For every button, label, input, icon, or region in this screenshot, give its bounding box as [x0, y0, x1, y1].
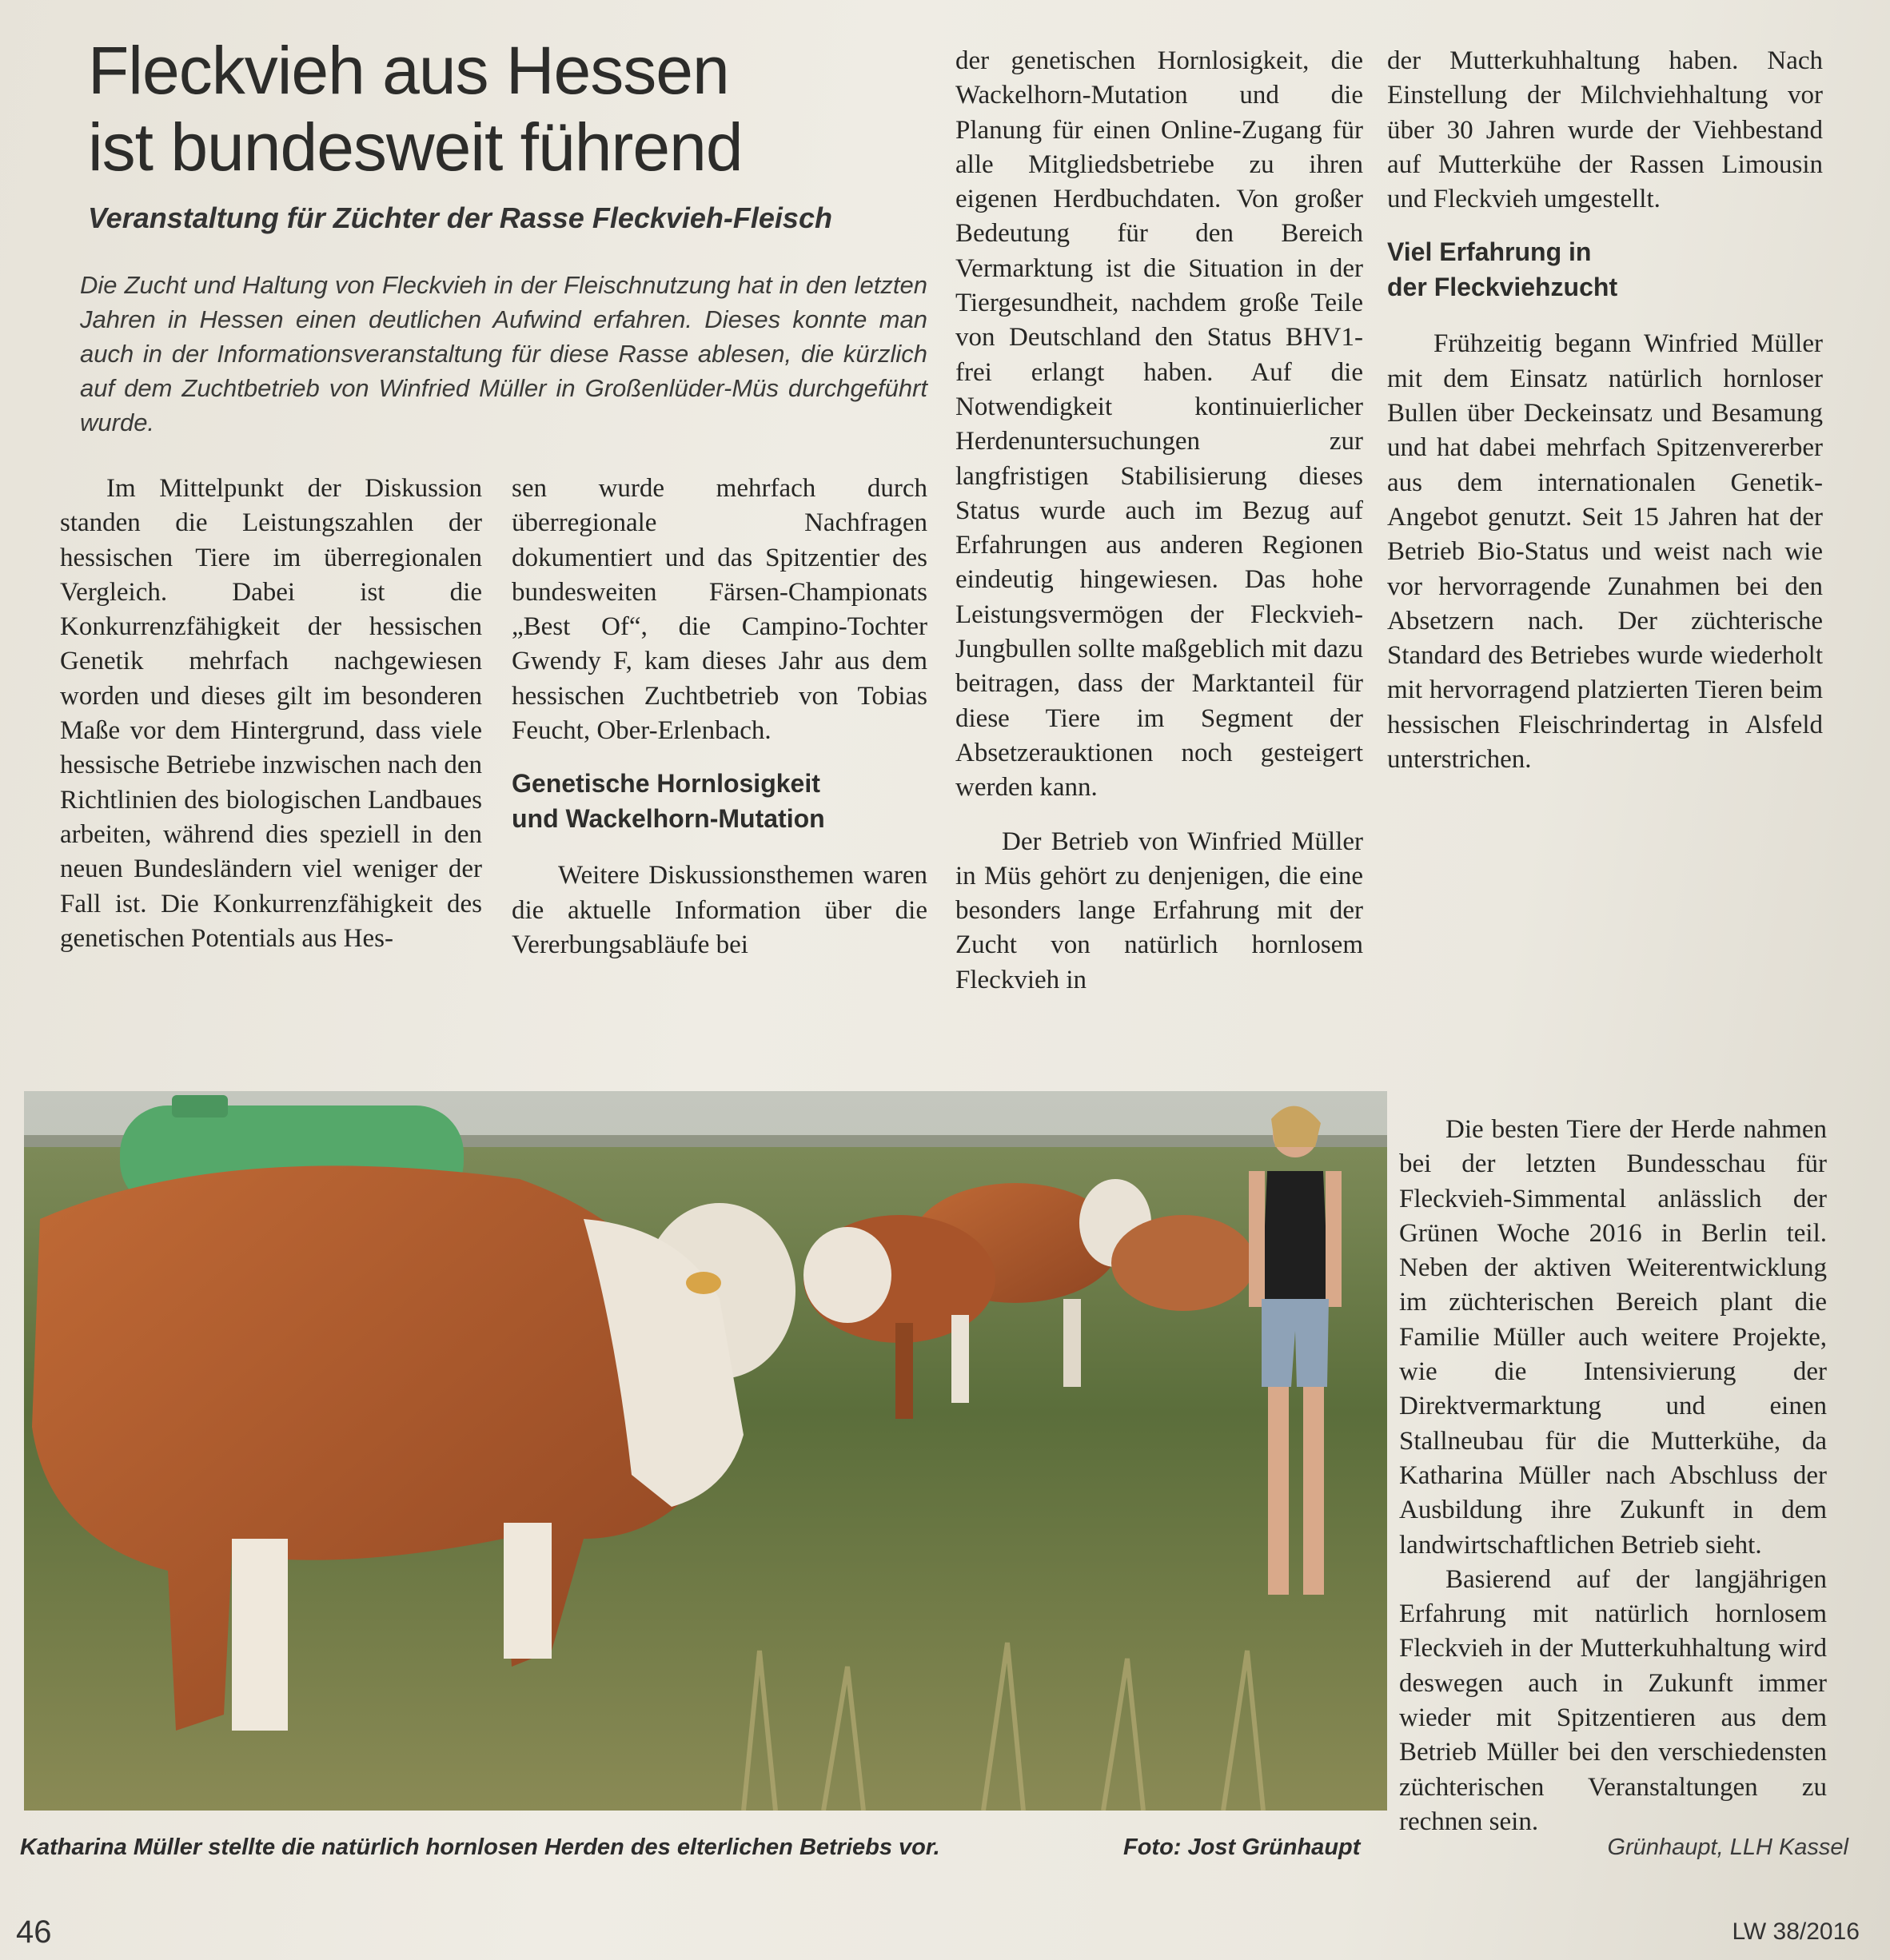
col3-paragraph: der genetischen Hornlosigkeit, die Wackelhorn-Mutation und die Planung für einen Online-Zugang für alle Mitgliedsbetriebe zu ihren eigenen Herdbuchdaten. Von großer Bedeutung für den Bereich Vermarktung ist die Situation in der Tiergesundheit, nachdem große Teile von Deutschland den Status BHV1-frei erlangt haben. Auf die Notwendigkeit kontinuierlicher Herdenuntersuchungen zur langfristigen Stabilisierung dieses Status wurde auch im Bezug auf Erfahrungen aus anderen Regionen eindeutig hingewiesen. Das hohe Leistungsvermögen der Fleckvieh-Jungbullen sollte maßgeblich mit dazu beitragen, dass der Marktanteil für diese Tiere im Segment der Absetzerauktionen noch gesteigert werden kann.: [955, 46, 1363, 803]
title-line-1: Fleckvieh aus Hessen: [88, 33, 729, 108]
page-number: 46: [16, 1914, 52, 1950]
herd-photo: [24, 1091, 1387, 1811]
article-subtitle: Veranstaltung für Züchter der Rasse Fleckvieh-Fleisch: [88, 201, 832, 234]
subheading-genetik-line1: Genetische Hornlosigkeit: [512, 769, 820, 799]
subheading-genetik: [512, 766, 927, 836]
col3b-paragraph: Der Betrieb von Winfried Müller in Müs gehört zu denjenigen, die eine besonders lange Erfahrung mit der Zucht von natürlich hornlosem Fleckvieh in: [955, 827, 1363, 994]
column-2: [512, 472, 927, 962]
article-title: [88, 32, 743, 185]
col2-paragraph: sen wurde mehrfach durch überregionale Nachfragen dokumentiert und das Spitzentier des bundesweiten Färsen-Championats „Best Of“, die Campino-Tochter Gwendy F, kam dieses Jahr aus dem hessischen Zuchtbetrieb von Tobias Feucht, Ober-Erlenbach.: [512, 474, 927, 746]
column-1: [60, 472, 482, 956]
column-4: [1387, 44, 1823, 777]
photo-caption: Katharina Müller stellte die natürlich hornlosen Herden des elterlichen Betriebs vor.: [20, 1835, 940, 1860]
col4b-paragraph: Frühzeitig begann Winfried Müller mit dem Einsatz natürlich hornloser Bullen über Deckeinsatz und Besamung und hat dabei mehrfach Spitzenvererber aus dem internationalen Genetik-Angebot genutzt. Seit 15 Jahren hat der Betrieb Bio-Status und weist nach wie vor hervorragende Zunahmen bei den Absetzern nach. Der züchterische Standard des Betriebes wurde wiederholt mit hervorragend platzierten Tieren beim hessischen Fleischrindertag in Alsfeld unterstrichen.: [1387, 329, 1823, 775]
photo-credit: Foto: Jost Grünhaupt: [1123, 1835, 1361, 1860]
ear-tag: [686, 1272, 721, 1294]
col4-paragraph: der Mutterkuhhaltung haben. Nach Einstellung der Milchviehhaltung vor über 30 Jahren wurde der Viehbestand auf Mutterkühe der Rassen Limousin und Fleckvieh umgestellt.: [1387, 46, 1823, 214]
col4d-paragraph: Basierend auf der langjährigen Erfahrung mit natürlich hornlosem Fleckvieh in der Mutterkuhhaltung wird deswegen auch in Zukunft immer wieder mit Spitzentieren aus dem Betrieb Müller bei den verschiedensten züchterischen Veranstaltungen zu rechnen sein.: [1399, 1564, 1827, 1836]
col4c-paragraph: Die besten Tiere der Herde nahmen bei der letzten Bundesschau für Fleckvieh-Simmental anlässlich der Grünen Woche 2016 in Berlin teil. Neben der aktiven Weiterentwicklung im züchterischen Bereich plant die Familie Müller auch weitere Projekte, wie die Intensivierung der Direktvermarktung und einen Stallneubau für die Mutterkühe, da Katharina Müller nach Abschluss der Ausbildung ihre Zukunft in dem landwirtschaftlichen Betrieb sieht.: [1399, 1115, 1827, 1560]
subheading-erfahrung-line1: Viel Erfahrung in: [1387, 237, 1592, 267]
issue-label: LW 38/2016: [1732, 1918, 1860, 1945]
subheading-genetik-line2: und Wackelhorn-Mutation: [512, 804, 825, 834]
column-3: [955, 44, 1363, 998]
title-line-2: ist bundesweit führend: [88, 110, 743, 185]
cow-background-2: [1111, 1215, 1255, 1311]
herd-photo-illustration: [24, 1091, 1387, 1811]
col1-paragraph: Im Mittelpunkt der Diskussion standen die Leistungszahlen der hessischen Tiere im überregionalen Vergleich. Dabei ist die Konkurrenzfähigkeit der hessischen Genetik mehrfach nachgewiesen worden und dieses gilt im besonderen Maße vor dem Hintergrund, dass viele hessische Betriebe inzwischen nach den Richtlinien des biologischen Landbaues arbeiten, während dies speziell in den neuen Bundesländern viel weniger der Fall ist. Die Konkurrenzfähigkeit des genetischen Potentials aus Hes-: [60, 474, 482, 953]
subheading-erfahrung-line2: der Fleckviehzucht: [1387, 273, 1618, 302]
subheading-erfahrung: [1387, 234, 1823, 305]
column-4-continued: [1399, 1113, 1827, 1839]
article-intro: Die Zucht und Haltung von Fleckvieh in der Fleischnutzung hat in den letzten Jahren in Hessen einen deutlichen Aufwind erfahren. Dieses konnte man auch in der Informationsveranstaltung für diese Rasse ablesen, die kürzlich auf dem Zuchtbetrieb von Winfried Müller in Großenlüder-Müs durchgeführt wurde.: [80, 271, 927, 436]
col2b-paragraph: Weitere Diskussionsthemen waren die aktuelle Information über die Vererbungsabläufe bei: [512, 861, 927, 959]
article-author: Grünhaupt, LLH Kassel: [1607, 1835, 1848, 1860]
